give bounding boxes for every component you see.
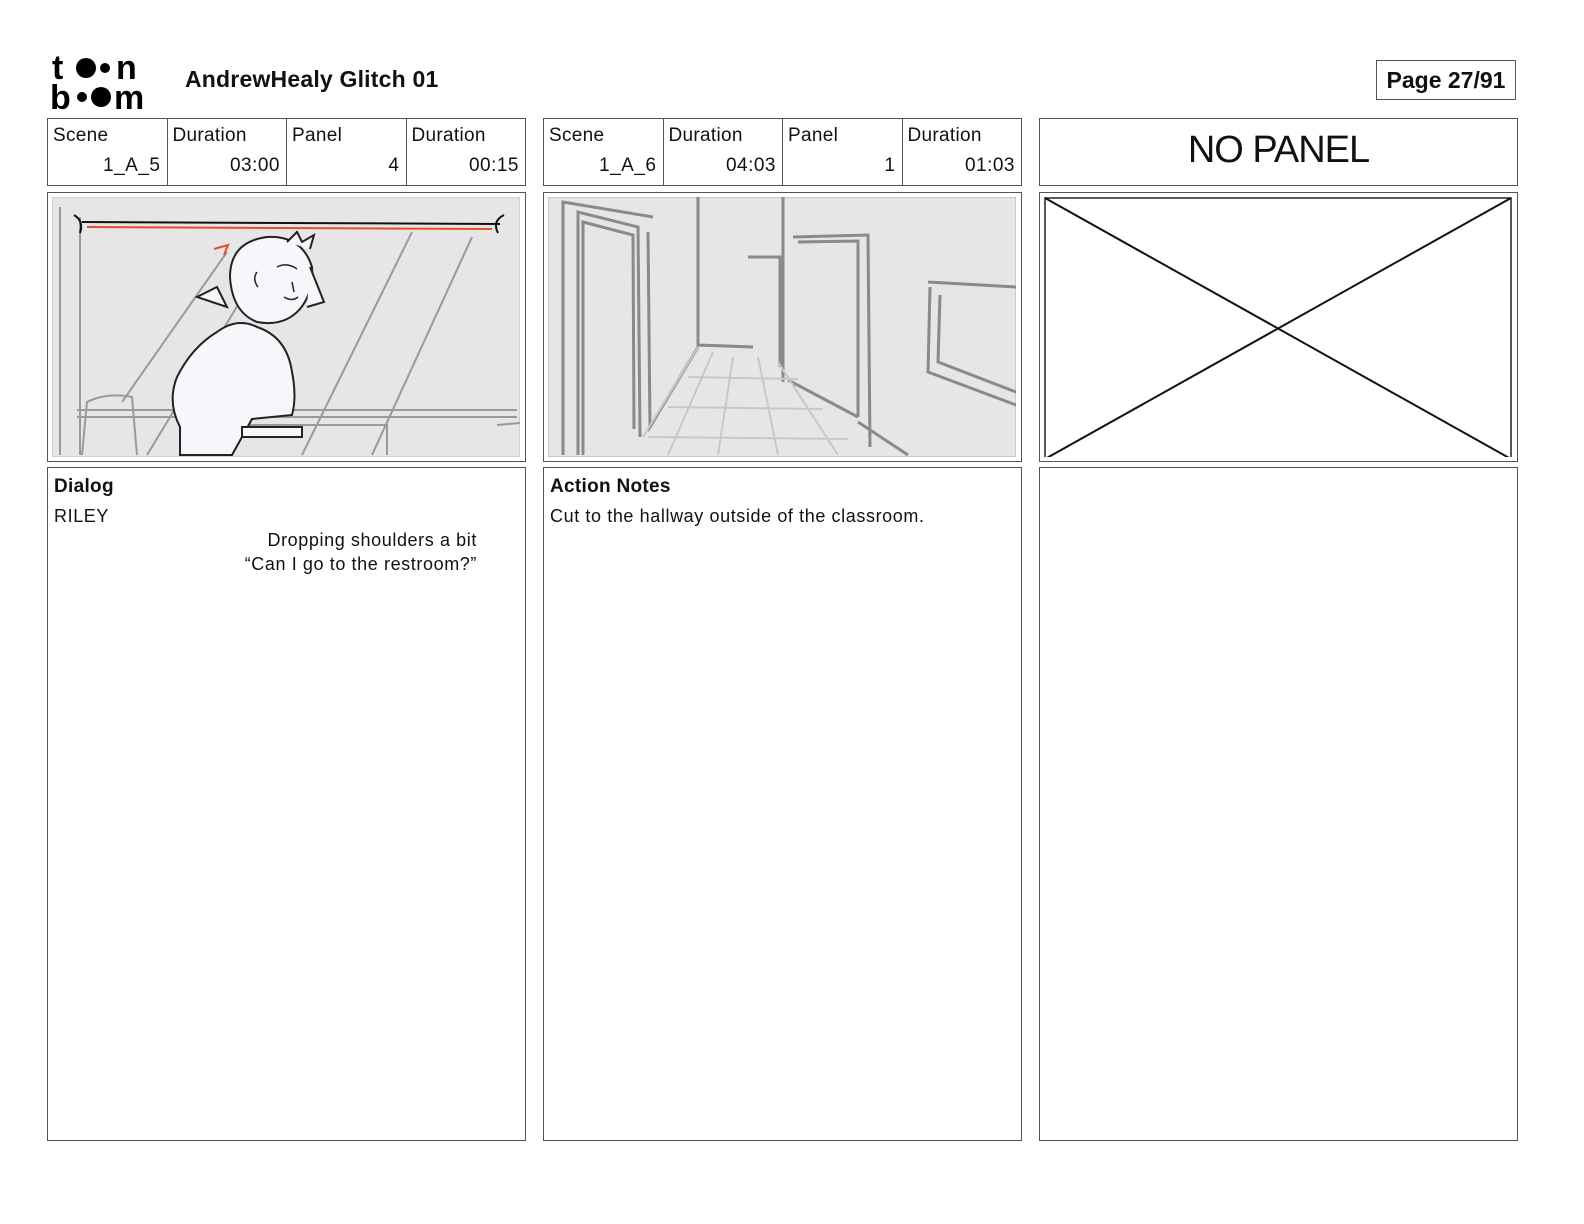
panel-label: Panel bbox=[292, 125, 343, 146]
scene-duration-label: Duration bbox=[668, 125, 743, 146]
panel-label: Panel bbox=[788, 125, 839, 146]
dialog-heading: Dialog bbox=[54, 476, 114, 497]
panel-info-2 bbox=[543, 118, 1022, 186]
scene-value: 1_A_5 bbox=[103, 155, 161, 176]
svg-text:t: t bbox=[52, 50, 64, 87]
svg-text:m: m bbox=[114, 79, 145, 112]
panel-duration-value: 01:03 bbox=[964, 155, 1015, 176]
action-notes-text: Cut to the hallway outside of the classroom. bbox=[550, 506, 925, 526]
dialog-box bbox=[47, 467, 526, 1141]
svg-text:n: n bbox=[116, 50, 137, 87]
scene-label: Scene bbox=[53, 125, 109, 146]
panel-duration-label: Duration bbox=[907, 125, 982, 146]
scene-label: Scene bbox=[549, 125, 605, 146]
panel-cell bbox=[783, 119, 903, 185]
scene-duration-cell bbox=[168, 119, 288, 185]
toon-boom-logo bbox=[50, 50, 165, 112]
panel-duration-label: Duration bbox=[411, 125, 486, 146]
character-drawing bbox=[52, 197, 520, 457]
no-panel-label: NO PANEL bbox=[1039, 118, 1518, 186]
action-notes-heading: Action Notes bbox=[550, 476, 671, 497]
dialog-character: RILEY bbox=[54, 506, 110, 526]
panel-image-1 bbox=[47, 192, 526, 462]
panel-cell bbox=[287, 119, 407, 185]
action-notes-box bbox=[543, 467, 1022, 1141]
page-number: Page 27/91 bbox=[1376, 60, 1516, 100]
scene-duration-value: 03:00 bbox=[229, 155, 280, 176]
empty-panel-placeholder bbox=[1044, 197, 1512, 457]
empty-notes-box bbox=[1039, 467, 1518, 1141]
dialog-quote: “Can I go to the restroom?” bbox=[244, 554, 477, 574]
panel-duration-cell bbox=[903, 119, 1022, 185]
panel-duration-cell bbox=[407, 119, 526, 185]
panel-duration-value: 00:15 bbox=[468, 155, 519, 176]
scene-duration-value: 04:03 bbox=[725, 155, 776, 176]
scene-cell bbox=[544, 119, 664, 185]
dialog-direction: Dropping shoulders a bit bbox=[267, 530, 477, 550]
scene-duration-label: Duration bbox=[172, 125, 247, 146]
hallway-drawing bbox=[548, 197, 1016, 457]
panel-value: 4 bbox=[388, 155, 400, 176]
panel-image-3 bbox=[1039, 192, 1518, 462]
panel-info-1 bbox=[47, 118, 526, 186]
scene-value: 1_A_6 bbox=[599, 155, 657, 176]
svg-text:b: b bbox=[50, 79, 71, 112]
panel-value: 1 bbox=[884, 155, 896, 176]
scene-duration-cell bbox=[664, 119, 784, 185]
project-title: AndrewHealy Glitch 01 bbox=[185, 66, 439, 92]
scene-cell bbox=[48, 119, 168, 185]
panel-image-2 bbox=[543, 192, 1022, 462]
